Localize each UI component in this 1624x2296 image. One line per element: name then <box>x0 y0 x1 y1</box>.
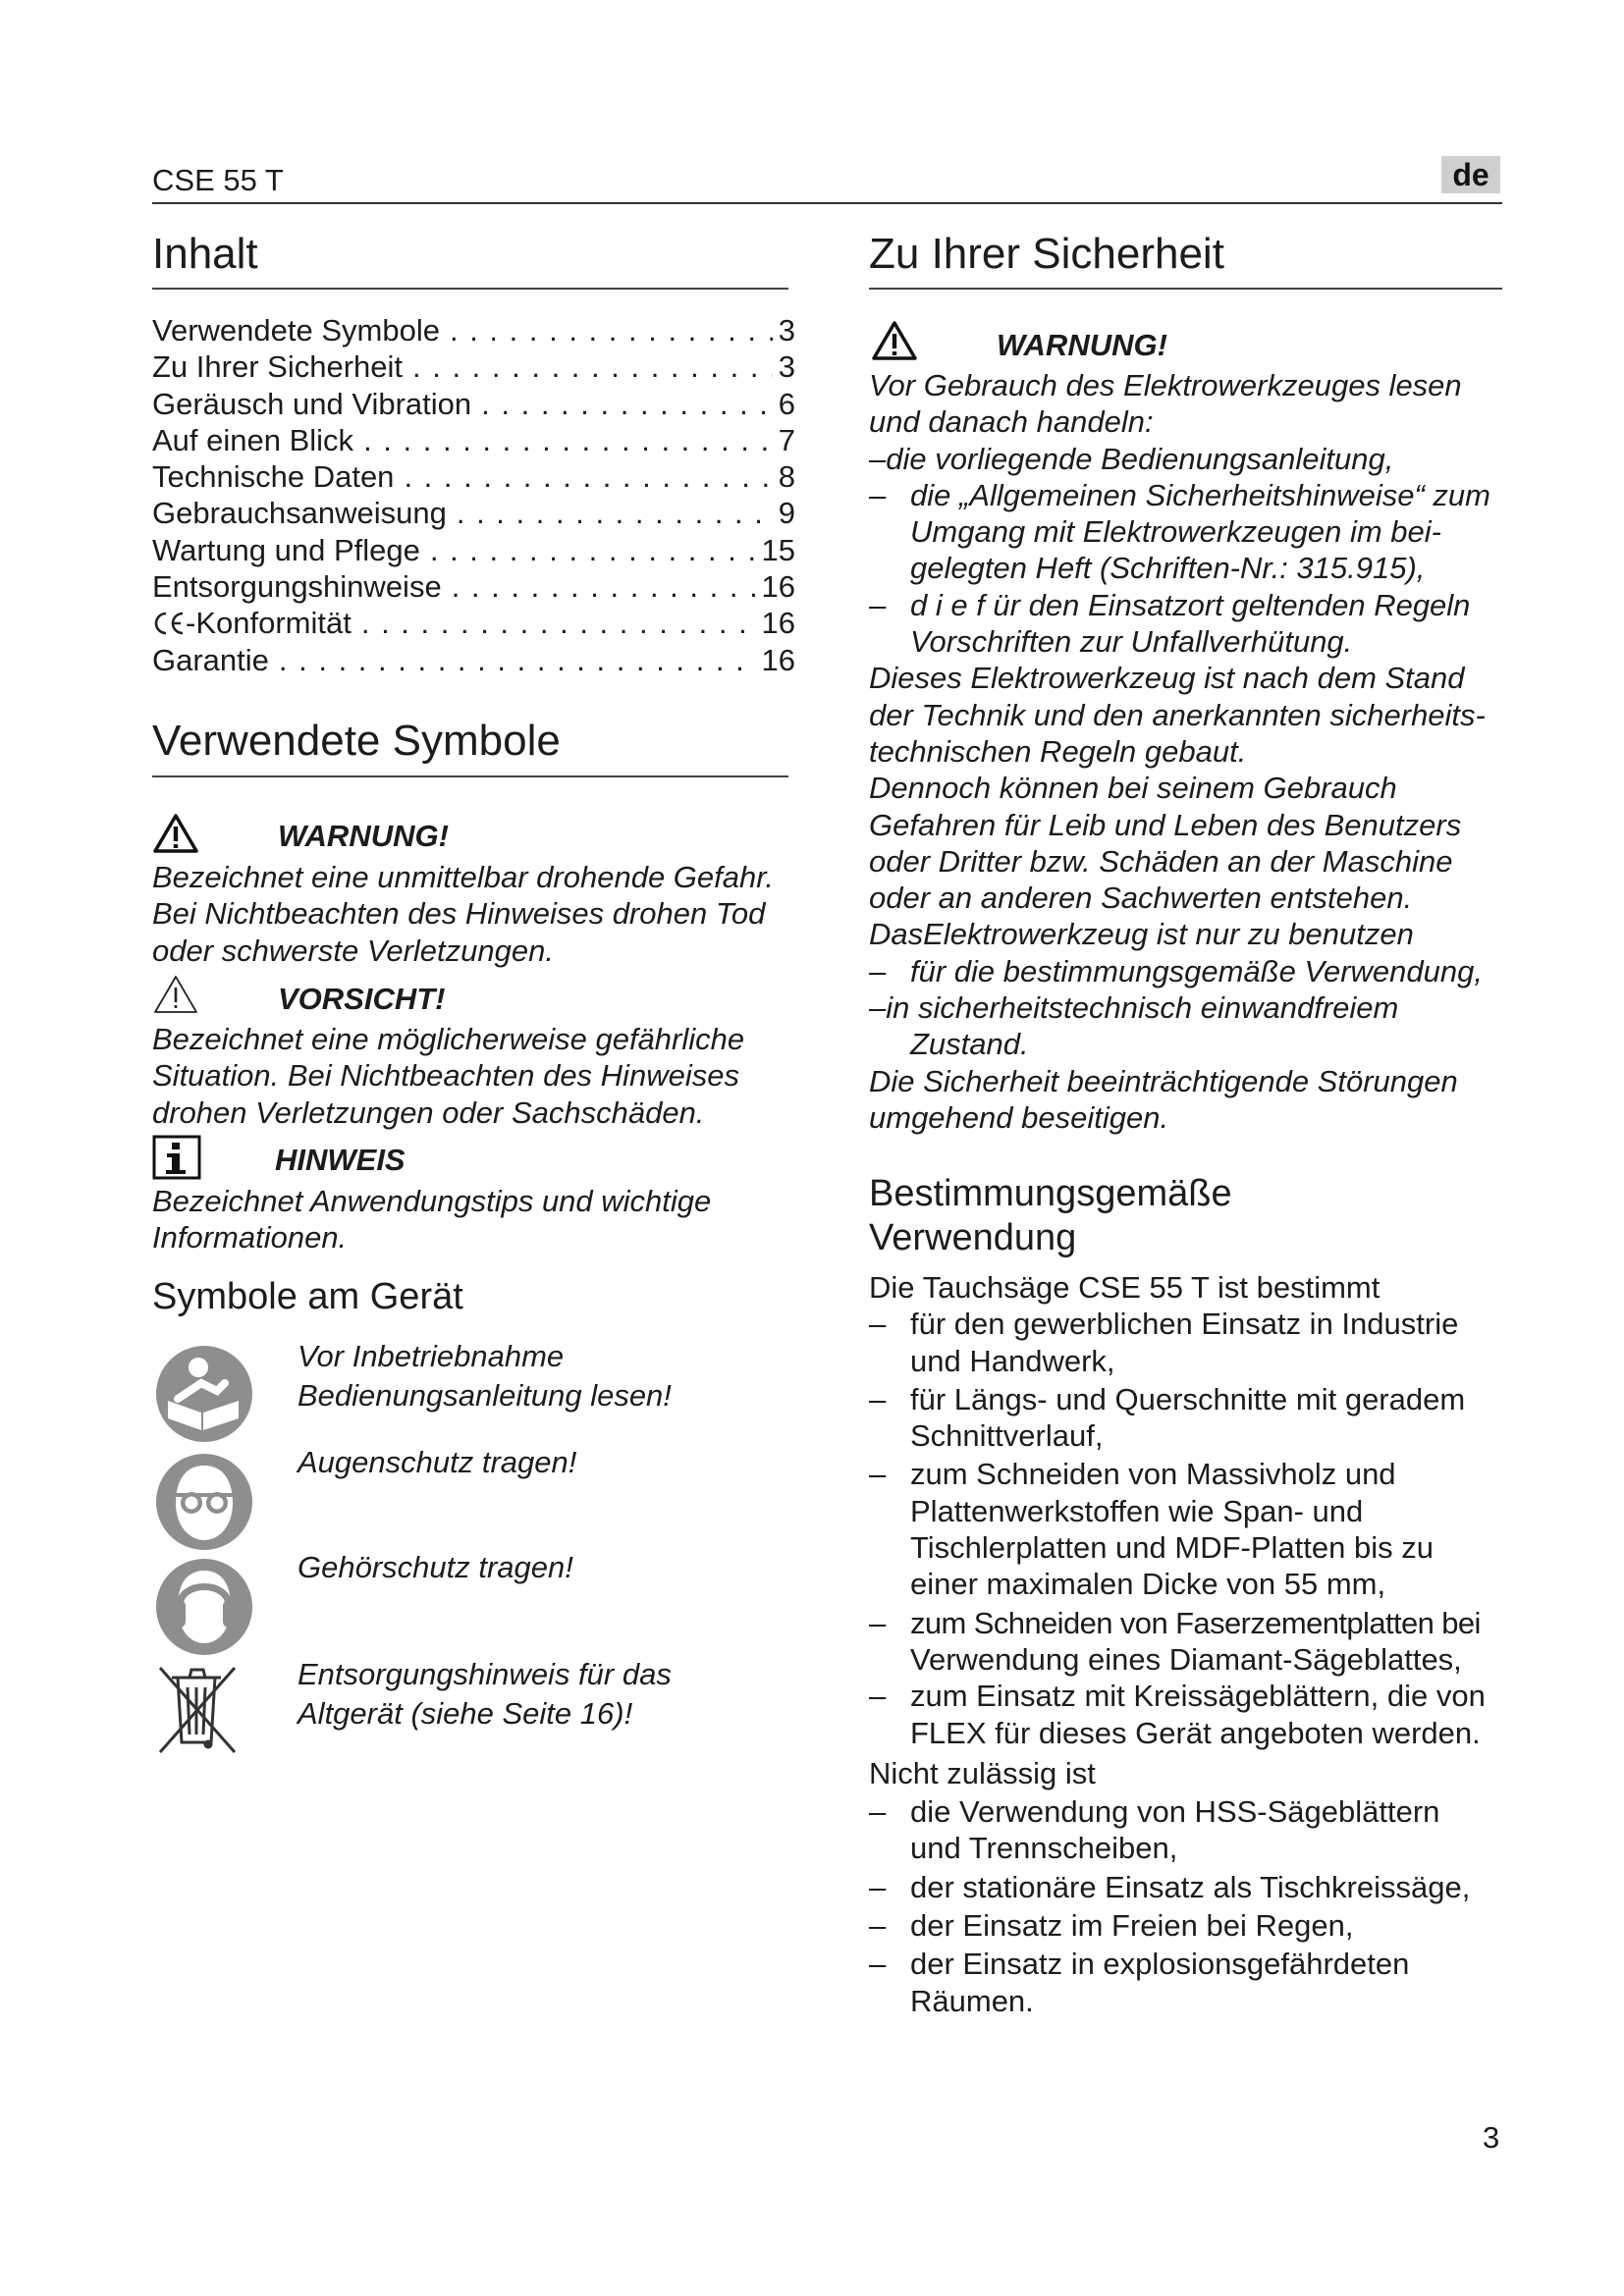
toc-entry[interactable]: Wartung und Pflege . . . 15 <box>152 532 795 568</box>
language-badge: de <box>1441 156 1500 193</box>
ce-mark-icon <box>152 611 186 636</box>
eye-protection-icon <box>154 1452 254 1552</box>
table-of-contents <box>152 312 795 678</box>
toc-entry[interactable]: Gebrauchsanweisung . . . 9 <box>152 495 795 531</box>
safety-warning-label: WARNUNG! <box>997 328 1167 362</box>
toc-entry[interactable]: -Konformität . . . 16 <box>152 605 795 641</box>
safety-heading: Zu Ihrer Sicherheit <box>869 230 1224 278</box>
read-manual-icon <box>154 1344 254 1444</box>
eye-protection-text: Augenschutz tragen! <box>298 1445 577 1479</box>
info-icon <box>152 1135 201 1180</box>
warning-triangle-icon <box>871 320 918 361</box>
toc-entry[interactable]: Geräusch und Vibration . . . 6 <box>152 386 795 422</box>
toc-entry[interactable]: Entsorgungshinweise . . . 16 <box>152 568 795 605</box>
toc-entry[interactable]: Verwendete Symbole . . . 3 <box>152 312 795 348</box>
disposal-text: Entsorgungshinweis für das Altgerät (siehe Seite 16)! <box>298 1657 672 1731</box>
toc-entry[interactable]: Auf einen Blick . . . 7 <box>152 422 795 458</box>
warning-description: Bezeichnet eine unmittelbar drohende Gefahr. Bei Nichtbeachten des Hinweises drohen Tod oder schwerste Verletzungen. <box>152 860 775 968</box>
warning-triangle-icon <box>152 813 199 854</box>
symbols-heading-rule <box>152 775 788 777</box>
toc-entry[interactable]: Technische Daten . . . 8 <box>152 458 795 495</box>
note-description: Bezeichnet Anwendungstips und wichtige Informationen. <box>152 1184 712 1255</box>
toc-heading: Inhalt <box>152 230 258 278</box>
symbols-heading: Verwendete Symbole <box>152 717 561 765</box>
document-model-title: CSE 55 T <box>152 163 284 197</box>
toc-heading-rule <box>152 288 788 290</box>
caution-triangle-icon <box>152 974 199 1015</box>
intended-use-heading: Bestimmungsgemäße Verwendung <box>869 1173 1232 1258</box>
header-divider <box>152 202 1502 204</box>
read-manual-text: Vor Inbetriebnahme Bedienungsanleitung lesen! <box>298 1339 672 1413</box>
intended-use-body: Die Tauchsäge CSE 55 T ist bestimmt – für den gewerblichen Einsatz in Industrie und Handwerk, – für Längs- und Querschnitte mit geradem Schnittverlauf, – zum Schneiden von Massivholz und Plattenwerkstoffen wie Span- und Tischlerplatten und MDF-Platten bis zu einer maximalen Dicke von 55 mm, – zum Schneiden von Faserzementplatten bei Verwendung eines Diamant-Sägeblattes, – zum Einsatz mit Kreissägeblättern, die von FLEX für dieses Gerät angeboten werden. Nicht zulässig ist – die Verwendung von HSS-Sägeblättern und Trennscheiben, – der stationäre Einsatz als Tischkreissäge, – der Einsatz im Freien bei Regen, – der Einsatz in explosionsgefährdeten Räumen. <box>869 1270 1486 2018</box>
caution-label: VORSICHT! <box>278 982 446 1016</box>
safety-body: Vor Gebrauch des Elektrowerkzeuges lesen und danach handeln: –die vorliegende Bedienungsanleitung, – die „Allgemeinen Sicherheitshinweise“ zum Umgang mit Elektrowerkzeugen im bei- gelegten Heft (Schriften-Nr.: 315.915), – d i e f ür den Einsatzort geltenden Regeln Vorschriften zur Unfallverhütung. Dieses Elektrowerkzeug ist nach dem Stand der Technik und den anerkannten sicherheits- technischen Regeln gebaut. Dennoch können bei seinem Gebrauch Gefahren für Leib und Leben des Benutzers oder Dritter bzw. Schäden an der Maschine oder an anderen Sachwerten entstehen. DasElektrowerkzeug ist nur zu benutzen – für die bestimmungsgemäße Verwendung, –in sicherheitstechnisch einwandfreiem Zustand. Die Sicherheit beeinträchtigende Störungen umgehend beseitigen. <box>869 368 1490 1135</box>
device-symbols-heading: Symbole am Gerät <box>152 1276 463 1317</box>
safety-heading-rule <box>869 288 1502 290</box>
ear-protection-icon <box>154 1557 254 1657</box>
ear-protection-text: Gehörschutz tragen! <box>298 1550 573 1584</box>
toc-entry[interactable]: Zu Ihrer Sicherheit . . . 3 <box>152 348 795 385</box>
toc-entry[interactable]: Garantie . . . 16 <box>152 642 795 678</box>
caution-description: Bezeichnet eine möglicherweise gefährliche Situation. Bei Nichtbeachten des Hinweises drohen Verletzungen oder Sachschäden. <box>152 1022 745 1130</box>
crossed-bin-icon <box>154 1662 241 1758</box>
page-number: 3 <box>1483 2120 1500 2155</box>
warning-label: WARNUNG! <box>278 819 449 853</box>
note-label: HINWEIS <box>275 1143 406 1177</box>
